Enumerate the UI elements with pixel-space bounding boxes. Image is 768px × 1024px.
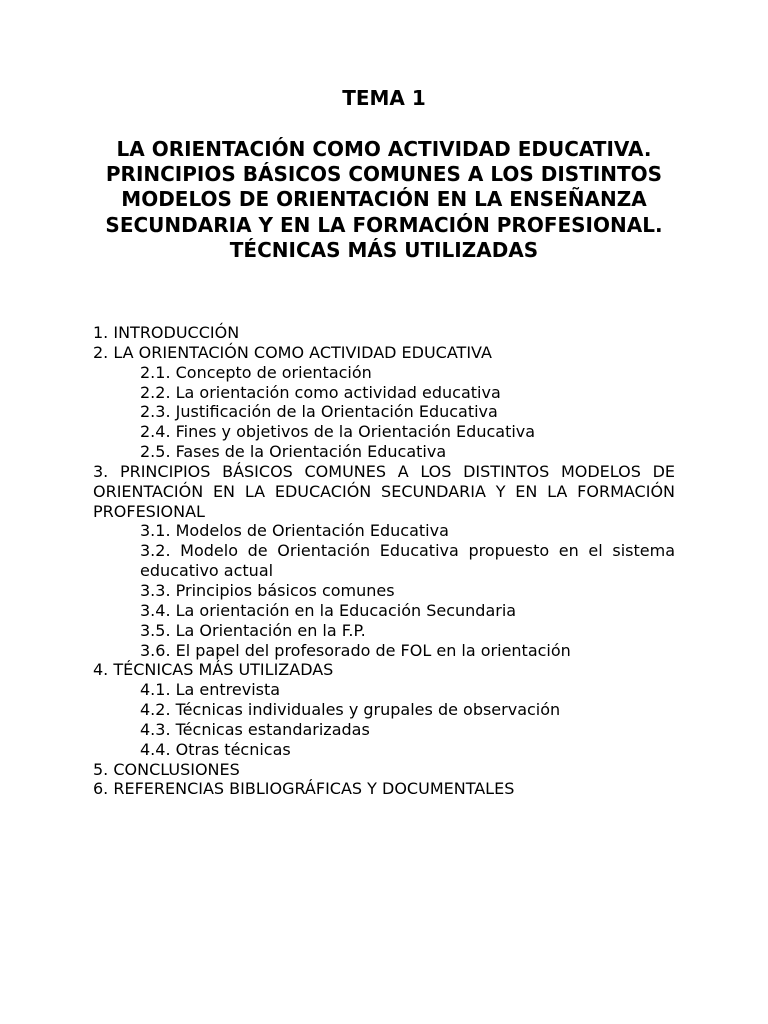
toc-subsection-3-6: 3.6. El papel del profesorado de FOL en la orientación (140, 640, 571, 660)
toc-subsection-3-2: 3.2. Modelo de Orientación Educativa propuesto en el sistema educativo actual (140, 541, 675, 581)
topic-number: TEMA 1 (342, 86, 426, 110)
toc-section-5: 5. CONCLUSIONES (93, 759, 240, 779)
toc-subsection-3-3: 3.3. Principios básicos comunes (140, 580, 395, 600)
topic-title: LA ORIENTACIÓN COMO ACTIVIDAD EDUCATIVA. PRINCIPIOS BÁSICOS COMUNES A LOS DISTINTOS MODELOS DE ORIENTACIÓN EN LA ENSEÑANZA SECUNDARIA Y EN LA FORMACIÓN PROFESIONAL. TÉCNICAS MÁS UTILIZADAS (105, 137, 663, 262)
toc-section-2: 2. LA ORIENTACIÓN COMO ACTIVIDAD EDUCATIVA (93, 342, 492, 362)
toc-section-6: 6. REFERENCIAS BIBLIOGRÁFICAS Y DOCUMENTALES (93, 779, 515, 799)
toc-subsection-2-5: 2.5. Fases de la Orientación Educativa (140, 442, 447, 462)
toc-subsection-2-1: 2.1. Concepto de orientación (140, 362, 372, 382)
toc-subsection-4-2: 4.2. Técnicas individuales y grupales de observación (140, 700, 561, 720)
table-of-contents (93, 323, 675, 799)
toc-subsection-3-1: 3.1. Modelos de Orientación Educativa (140, 521, 449, 541)
toc-subsection-2-2: 2.2. La orientación como actividad educativa (140, 382, 501, 402)
toc-subsection-2-3: 2.3. Justificación de la Orientación Educativa (140, 402, 498, 422)
toc-subsection-4-1: 4.1. La entrevista (140, 680, 281, 700)
toc-subsection-2-4: 2.4. Fines y objetivos de la Orientación Educativa (140, 422, 536, 442)
toc-section-3: 3. PRINCIPIOS BÁSICOS COMUNES A LOS DISTINTOS MODELOS DE ORIENTACIÓN EN LA EDUCACIÓN SECUNDARIA Y EN LA FORMACIÓN PROFESIONAL (93, 461, 675, 521)
toc-section-4: 4. TÉCNICAS MÁS UTILIZADAS (93, 660, 334, 680)
toc-subsection-3-4: 3.4. La orientación en la Educación Secundaria (140, 600, 517, 620)
toc-subsection-4-4: 4.4. Otras técnicas (140, 739, 291, 759)
toc-section-1: 1. INTRODUCCIÓN (93, 323, 240, 342)
toc-subsection-3-5: 3.5. La Orientación en la F.P. (140, 620, 366, 640)
toc-subsection-4-3: 4.3. Técnicas estandarizadas (140, 719, 370, 739)
